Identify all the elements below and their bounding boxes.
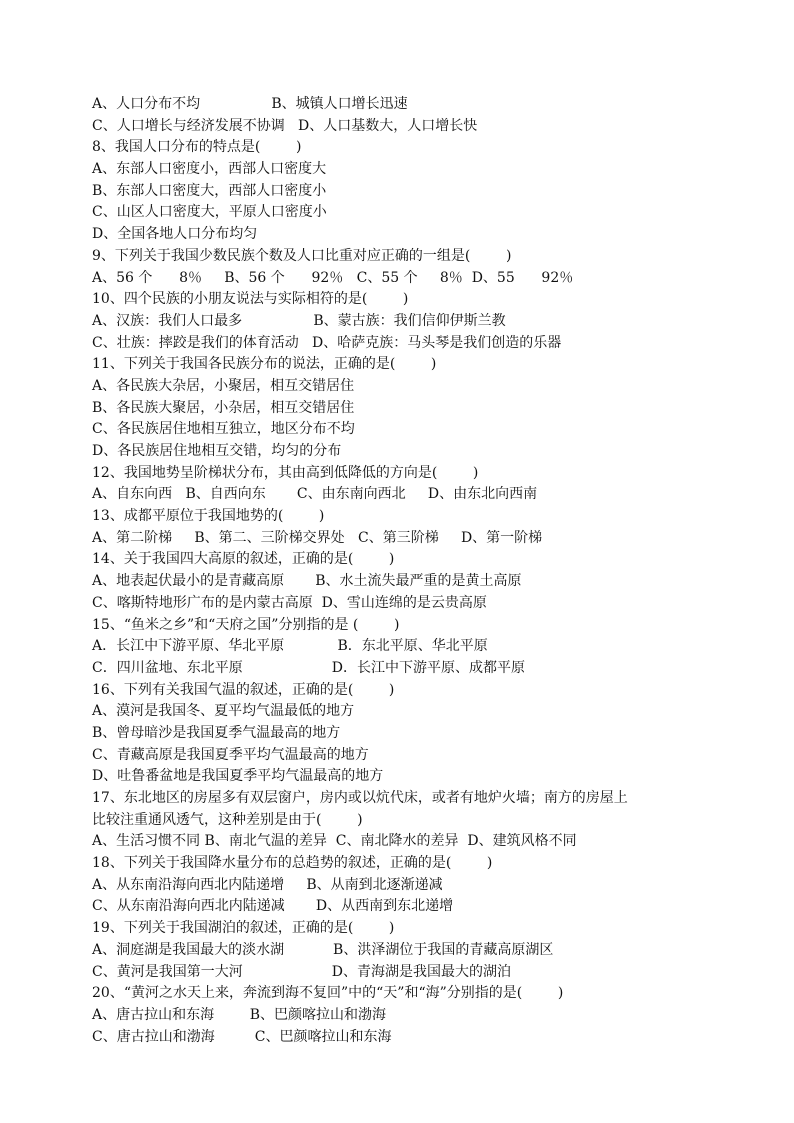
option-line: A、汉族：我们人口最多 B、蒙古族：我们信仰伊斯兰教 [92, 312, 506, 329]
option-line: C．四川盆地、东北平原 D．长江中下游平原、成都平原 [92, 659, 525, 676]
question-9: 9、下列关于我国少数民族个数及人口比重对应正确的一组是( ) [92, 247, 512, 264]
option-line: A、自东向西 B、自西向东 C、由东南向西北 D、由东北向西南 [92, 486, 538, 503]
option-line: C、山区人口密度大，平原人口密度小 [92, 204, 327, 221]
question-14: 14、关于我国四大高原的叙述，正确的是( ) [92, 551, 395, 568]
option-line: A、唐古拉山和东海 B、巴颜喀拉山和渤海 [92, 1006, 386, 1023]
option-line: C、从东南沿海向西北内陆递减 D、从西南到东北递增 [92, 898, 454, 915]
option-line: C、壮族：摔跤是我们的体育活动 D、哈萨克族：马头琴是我们创造的乐器 [92, 334, 562, 351]
option-line: A、生活习惯不同 B、南北气温的差异 C、南北降水的差异 D、建筑风格不同 [92, 833, 577, 850]
option-line: A、东部人口密度小，西部人口密度大 [92, 161, 327, 178]
text-line: C、人口增长与经济发展不协调 D、人口基数大，人口增长快 [92, 117, 478, 134]
text-line: A、人口分布不均 B、城镇人口增长迅速 [92, 96, 408, 112]
option-line: C、青藏高原是我国夏季平均气温最高的地方 [92, 746, 369, 763]
option-line: B、东部人口密度大，西部人口密度小 [92, 182, 327, 199]
question-13: 13、成都平原位于我国地势的( ) [92, 508, 325, 525]
option-line: C、黄河是我国第一大河 D、青海湖是我国最大的湖泊 [92, 963, 511, 980]
option-line: C、各民族居住地相互独立，地区分布不均 [92, 421, 355, 438]
option-line: D、吐鲁番盆地是我国夏季平均气温最高的地方 [92, 768, 384, 785]
option-line: D、全国各地人口分布均匀 [92, 226, 258, 243]
option-line: B、各民族大聚居，小杂居，相互交错居住 [92, 399, 355, 416]
option-line: A、从东南沿海向西北内陆递增 B、从南到北逐渐递减 [92, 876, 443, 893]
option-line: A、第二阶梯 B、第二、三阶梯交界处 C、第三阶梯 D、第一阶梯 [92, 529, 543, 546]
option-line: B、曾母暗沙是我国夏季气温最高的地方 [92, 724, 341, 741]
option-line: A．长江中下游平原、华北平原 B．东北平原、华北平原 [92, 638, 488, 655]
question-15: 15、“鱼米之乡”和“天府之国”分别指的是 ( ) [92, 616, 400, 633]
question-18: 18、下列关于我国降水量分布的总趋势的叙述，正确的是( ) [92, 855, 493, 872]
option-line: A、洞庭湖是我国最大的淡水湖 B、洪泽湖位于我国的青藏高原湖区 [92, 941, 554, 958]
option-line: D、各民族居住地相互交错，均匀的分布 [92, 443, 342, 459]
question-sheet [92, 94, 732, 1048]
question-8: 8、我国人口分布的特点是( ) [92, 139, 302, 156]
option-line: A、56 个 8％ B、56 个 92％ C、55 个 8％ D、55 92％ [92, 269, 574, 286]
option-line: C、喀斯特地形广布的是内蒙古高原 D、雪山连绵的是云贵高原 [92, 594, 487, 611]
question-20: 20、“黄河之水天上来，奔流到海不复回”中的“天”和“海”分别指的是( ) [92, 985, 564, 1002]
option-line: A、地表起伏最小的是青藏高原 B、水土流失最严重的是黄土高原 [92, 573, 522, 590]
question-19: 19、下列关于我国湖泊的叙述，正确的是( ) [92, 920, 395, 937]
question-17: 17、东北地区的房屋多有双层窗户，房内或以炕代床，或者有地炉火墙；南方的房屋上 [92, 790, 628, 806]
question-12: 12、我国地势呈阶梯状分布，其由高到低降低的方向是( ) [92, 464, 479, 481]
question-17-cont: 比较注重通风透气，这种差别是由于( ) [92, 811, 363, 828]
option-line: A、漠河是我国冬、夏平均气温最低的地方 [92, 703, 355, 720]
option-line: A、各民族大杂居，小聚居，相互交错居住 [92, 377, 355, 394]
question-11: 11、下列关于我国各民族分布的说法，正确的是( ) [92, 356, 437, 373]
question-16: 16、下列有关我国气温的叙述，正确的是( ) [92, 681, 395, 698]
question-10: 10、四个民族的小朋友说法与实际相符的是( ) [92, 291, 409, 308]
option-line: C、唐古拉山和渤海 C、巴颜喀拉山和东海 [92, 1028, 392, 1045]
